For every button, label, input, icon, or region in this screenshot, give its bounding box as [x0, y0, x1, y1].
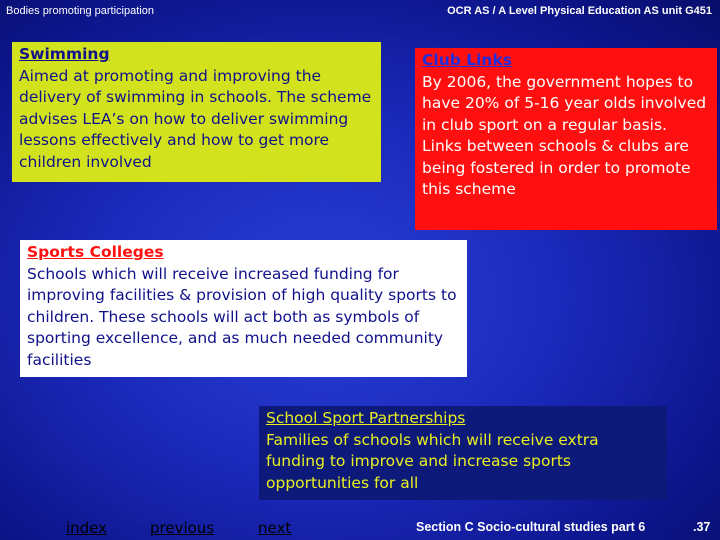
sports-colleges-box: [20, 240, 467, 377]
index-link[interactable]: index: [66, 519, 108, 537]
swimming-box: [12, 42, 381, 182]
swimming-text: Aimed at promoting and improving the delivery of swimming in schools. The scheme advises LEA’s on how to deliver swimming lessons effectively and how to get more children involved: [19, 66, 372, 171]
sports-colleges-text: Schools which will receive increased funding for improving facilities & provision of high quality sports to children. These schools will act both as symbols of sporting excellence, and as much needed community facilities: [27, 264, 457, 369]
ssp-text: Families of schools which will receive extra funding to improve and increase sports opportunities for all: [266, 430, 599, 492]
club-links-text: By 2006, the government hopes to have 20% of 5-16 year olds involved in club sport on a regular basis. Links between schools & clubs are being fostered in order to promote this scheme: [422, 72, 707, 198]
club-links-title: Club Links: [422, 51, 512, 69]
school-sport-partnerships-box: [259, 406, 667, 500]
club-links-box: [415, 48, 717, 230]
next-link[interactable]: next: [258, 519, 292, 537]
previous-link[interactable]: previous: [150, 519, 215, 537]
header-course: OCR AS / A Level Physical Education AS unit G451: [447, 5, 712, 17]
ssp-title: School Sport Partnerships: [266, 409, 466, 427]
header-topic: Bodies promoting participation: [6, 5, 154, 17]
swimming-title: Swimming: [19, 45, 110, 63]
footer-page-number: .37: [693, 520, 711, 534]
footer-section: Section C Socio-cultural studies part 6: [416, 520, 646, 534]
sports-colleges-title: Sports Colleges: [27, 243, 164, 261]
